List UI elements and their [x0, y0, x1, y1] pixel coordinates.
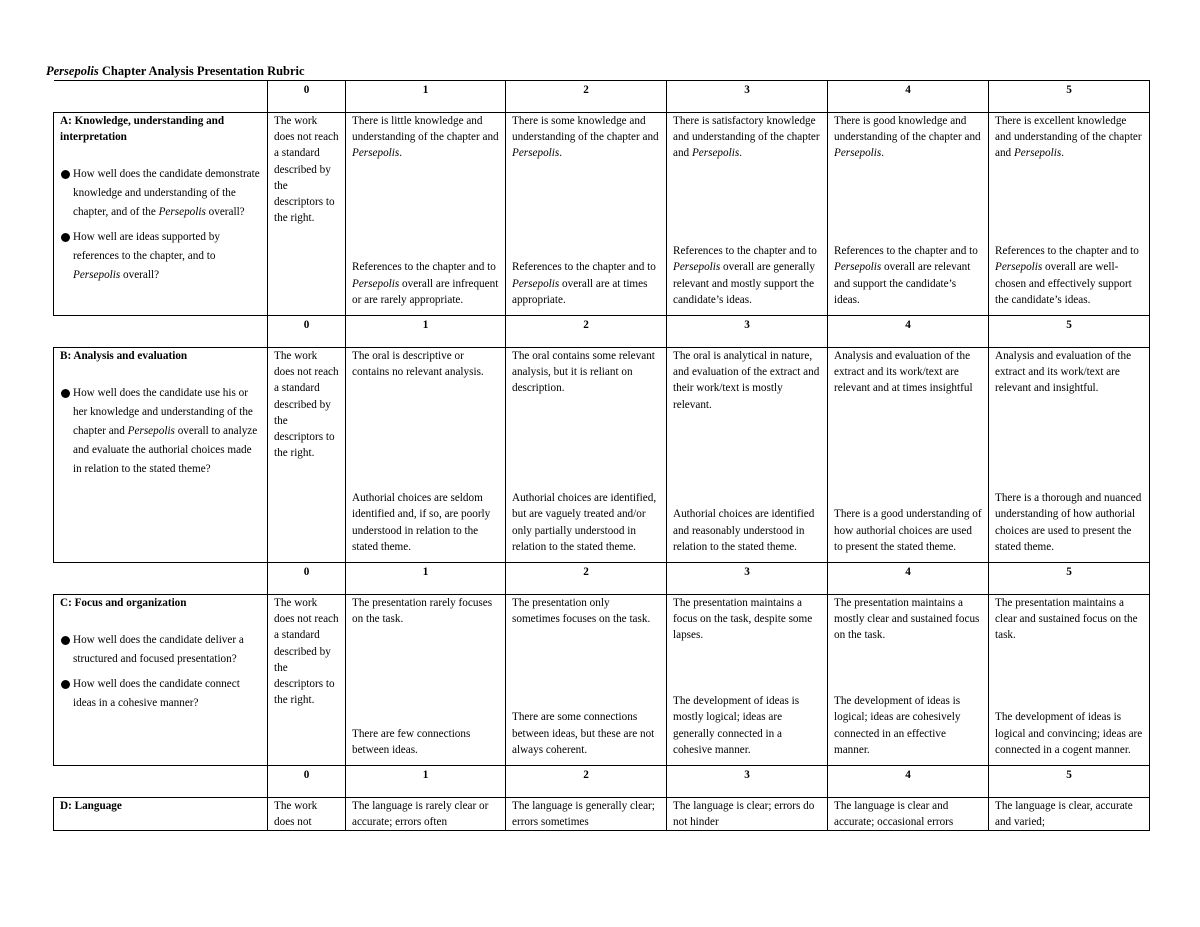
text-segment: There is satisfactory knowledge and understanding of the chapter and	[673, 115, 820, 160]
score-1-header: 1	[346, 81, 506, 113]
text-segment: .	[881, 147, 885, 160]
descriptor-top	[995, 348, 1143, 397]
score-5-descriptor	[989, 595, 1150, 766]
descriptor-top	[673, 595, 821, 644]
score-2-header: 2	[506, 766, 667, 798]
score-0-descriptor: The work does not	[268, 798, 346, 831]
criterion-title: D: Language	[60, 800, 122, 812]
header-blank-cell	[54, 81, 268, 113]
text-segment: References to the chapter and to	[352, 261, 496, 274]
score-0-descriptor: The work does not reach a standard described by the descriptors to the right.	[268, 595, 346, 766]
text-segment: Persepolis	[1013, 147, 1062, 160]
text-segment: Analysis and evaluation of the extract and its work/text are relevant and insightful.	[995, 350, 1132, 395]
descriptor-top	[352, 113, 499, 162]
header-blank-cell	[54, 766, 268, 798]
descriptor-bottom	[352, 726, 499, 758]
text-segment: Authorial choices are identified, but are vaguely treated and/or only partially understood in relation to the stated theme.	[512, 492, 657, 553]
text-segment: There are some connections between ideas, but these are not always coherent.	[512, 711, 655, 756]
text-segment: .	[739, 147, 742, 160]
text-segment: There is some knowledge and understanding of the chapter and	[512, 115, 659, 144]
score-0-descriptor: The work does not reach a standard described by the descriptors to the right.	[268, 113, 346, 316]
score-4-descriptor	[828, 113, 989, 316]
descriptor-bottom	[512, 490, 660, 555]
text-segment: There is little knowledge and understanding of the chapter and	[352, 115, 499, 144]
text-segment: The presentation rarely focuses on the task.	[352, 597, 493, 626]
descriptor-top	[673, 113, 821, 162]
descriptor-cell	[352, 348, 499, 555]
descriptor-cell	[995, 113, 1143, 308]
descriptor-cell	[512, 595, 660, 758]
score-1-descriptor	[346, 348, 506, 563]
score-0-header: 0	[268, 316, 346, 348]
criterion-question	[60, 384, 261, 479]
text-segment: Persepolis	[512, 147, 560, 160]
text-segment: There are few connections between ideas.	[352, 727, 471, 756]
text-segment: .	[1061, 147, 1064, 160]
text-segment: How well does the candidate deliver a structured and focused presentation?	[73, 634, 244, 666]
text-segment: There is a thorough and nuanced understanding of how authorial choices are used to present the stated theme.	[995, 492, 1142, 553]
criterion-row	[54, 798, 1150, 831]
descriptor-bottom	[673, 693, 821, 758]
descriptor-top	[834, 113, 982, 162]
descriptor-cell	[673, 595, 821, 758]
descriptor-bottom	[834, 506, 982, 555]
score-5-header: 5	[989, 316, 1150, 348]
descriptor-top	[512, 595, 660, 627]
score-5-descriptor: The language is clear, accurate and varied;	[989, 798, 1150, 831]
text-segment: The development of ideas is mostly logical; ideas are generally connected in a cohesive manner.	[673, 695, 800, 756]
text-segment: overall are relevant and support the candidate’s ideas.	[834, 261, 971, 306]
score-5-header: 5	[989, 563, 1150, 595]
score-5-header: 5	[989, 766, 1150, 798]
score-4-header: 4	[828, 766, 989, 798]
descriptor-cell	[673, 113, 821, 308]
score-5-descriptor	[989, 348, 1150, 563]
criterion-title: B: Analysis and evaluation	[60, 350, 188, 362]
text-segment: Persepolis	[158, 206, 206, 219]
text-segment: Persepolis	[834, 147, 882, 160]
descriptor-bottom	[995, 490, 1143, 555]
score-3-header: 3	[667, 81, 828, 113]
descriptor-bottom	[673, 243, 821, 308]
criterion-question	[60, 675, 261, 713]
text-segment: Persepolis	[995, 261, 1043, 274]
text-segment: References to the chapter and to	[834, 245, 978, 258]
text-segment: There is good knowledge and understanding of the chapter and	[834, 115, 981, 144]
text-segment: overall to analyze and evaluate the authorial choices made in relation to the stated theme?	[73, 425, 258, 476]
text-segment: overall are at times appropriate.	[512, 277, 648, 306]
score-4-descriptor	[828, 348, 989, 563]
descriptor-bottom	[995, 709, 1143, 758]
descriptor-top	[673, 348, 821, 413]
descriptor-cell	[352, 595, 499, 758]
text-segment: Persepolis	[834, 261, 882, 274]
text-segment: There is a good understanding of how authorial choices are used to present the stated theme.	[834, 508, 982, 553]
page-title	[46, 64, 305, 79]
text-segment: Persepolis	[73, 269, 121, 282]
descriptor-cell	[512, 348, 660, 555]
header-blank-cell	[54, 316, 268, 348]
score-1-descriptor: The language is rarely clear or accurate; errors often	[346, 798, 506, 831]
score-0-header: 0	[268, 81, 346, 113]
score-header-row	[54, 316, 1150, 348]
criterion-row	[54, 348, 1150, 563]
score-header-row	[54, 563, 1150, 595]
text-segment: How well does the candidate demonstrate knowledge and understanding of the chapter, and of the	[73, 168, 260, 219]
score-3-descriptor	[667, 113, 828, 316]
score-1-descriptor	[346, 113, 506, 316]
descriptor-cell	[995, 348, 1143, 555]
score-header-row	[54, 766, 1150, 798]
text-segment: Persepolis	[512, 277, 560, 290]
text-segment: The presentation maintains a mostly clear and sustained focus on the task.	[834, 597, 980, 642]
criterion-question	[60, 165, 261, 222]
text-segment: The development of ideas is logical and convincing; ideas are connected in a cogent manner.	[995, 711, 1143, 756]
score-4-header: 4	[828, 81, 989, 113]
descriptor-cell	[673, 348, 821, 555]
criterion-cell	[54, 113, 268, 316]
text-segment: How well does the candidate use his or her knowledge and understanding of the chapter and	[73, 387, 253, 438]
header-blank-cell	[54, 563, 268, 595]
descriptor-bottom	[995, 243, 1143, 308]
text-segment: How well does the candidate connect ideas in a cohesive manner?	[73, 678, 240, 710]
score-4-header: 4	[828, 316, 989, 348]
text-segment: The development of ideas is logical; ideas are cohesively connected in an effective manner.	[834, 695, 961, 756]
text-segment: overall are well-chosen and effectively support the candidate’s ideas.	[995, 261, 1132, 306]
descriptor-bottom	[673, 506, 821, 555]
title-italic: Persepolis	[46, 64, 99, 78]
text-segment: The presentation maintains a focus on the task, despite some lapses.	[673, 597, 813, 642]
score-3-header: 3	[667, 316, 828, 348]
score-4-descriptor	[828, 595, 989, 766]
text-segment: References to the chapter and to	[995, 245, 1139, 258]
descriptor-bottom	[834, 243, 982, 308]
text-segment: Analysis and evaluation of the extract and its work/text are relevant and at times insightful	[834, 350, 973, 395]
descriptor-bottom	[352, 259, 499, 308]
text-segment: Persepolis	[352, 277, 400, 290]
descriptor-bottom	[352, 490, 499, 555]
descriptor-cell	[834, 348, 982, 555]
score-2-header: 2	[506, 81, 667, 113]
descriptor-cell	[834, 113, 982, 308]
descriptor-top	[995, 113, 1143, 162]
score-4-descriptor: The language is clear and accurate; occasional errors	[828, 798, 989, 831]
text-segment: .	[559, 147, 563, 160]
text-segment: How well are ideas supported by references to the chapter, and to	[73, 231, 220, 263]
title-rest: Chapter Analysis Presentation Rubric	[98, 64, 305, 78]
score-1-descriptor	[346, 595, 506, 766]
criterion-cell	[54, 595, 268, 766]
text-segment: Authorial choices are identified and reasonably understood in relation to the stated theme.	[673, 508, 815, 553]
text-segment: .	[399, 147, 403, 160]
criterion-title: A: Knowledge, understanding and interpretation	[60, 115, 225, 144]
descriptor-top	[995, 595, 1143, 644]
text-segment: Persepolis	[691, 147, 740, 160]
text-segment: The presentation only sometimes focuses on the task.	[512, 597, 651, 626]
score-2-descriptor	[506, 348, 667, 563]
text-segment: The oral is analytical in nature, and evaluation of the extract and their work/text is mostly relevant.	[673, 350, 820, 411]
score-5-header: 5	[989, 81, 1150, 113]
criterion-row	[54, 595, 1150, 766]
descriptor-top	[512, 113, 660, 162]
descriptor-cell	[512, 113, 660, 308]
text-segment: Persepolis	[352, 147, 400, 160]
score-3-descriptor: The language is clear; errors do not hinder	[667, 798, 828, 831]
score-3-header: 3	[667, 563, 828, 595]
descriptor-top	[834, 348, 982, 397]
criterion-question	[60, 631, 261, 669]
descriptor-top	[834, 595, 982, 644]
criterion-question	[60, 228, 261, 285]
text-segment: overall?	[120, 269, 160, 282]
score-3-descriptor	[667, 348, 828, 563]
score-header-row	[54, 81, 1150, 113]
rubric-table	[53, 80, 1150, 831]
score-2-descriptor	[506, 113, 667, 316]
text-segment: References to the chapter and to	[673, 245, 817, 258]
descriptor-top	[352, 595, 499, 627]
score-0-descriptor: The work does not reach a standard described by the descriptors to the right.	[268, 348, 346, 563]
descriptor-cell	[995, 595, 1143, 758]
score-1-header: 1	[346, 766, 506, 798]
text-segment: overall are infrequent or are rarely appropriate.	[352, 277, 499, 306]
score-2-header: 2	[506, 316, 667, 348]
score-2-header: 2	[506, 563, 667, 595]
descriptor-bottom	[512, 709, 660, 758]
score-0-header: 0	[268, 563, 346, 595]
descriptor-cell	[834, 595, 982, 758]
text-segment: Authorial choices are seldom identified and, if so, are poorly understood in relation to the stated theme.	[352, 492, 491, 553]
text-segment: Persepolis	[127, 425, 175, 438]
score-3-descriptor	[667, 595, 828, 766]
score-4-header: 4	[828, 563, 989, 595]
descriptor-bottom	[512, 259, 660, 308]
descriptor-cell	[352, 113, 499, 308]
text-segment: There is excellent knowledge and understanding of the chapter and	[995, 115, 1142, 160]
criterion-title: C: Focus and organization	[60, 597, 187, 609]
descriptor-top	[512, 348, 660, 397]
criterion-row	[54, 113, 1150, 316]
text-segment: The oral is descriptive or contains no relevant analysis.	[352, 350, 484, 379]
score-5-descriptor	[989, 113, 1150, 316]
text-segment: overall are generally relevant and mostly support the candidate’s ideas.	[673, 261, 815, 306]
text-segment: overall?	[205, 206, 245, 219]
score-2-descriptor: The language is generally clear; errors sometimes	[506, 798, 667, 831]
criterion-cell	[54, 348, 268, 563]
text-segment: The oral contains some relevant analysis, but it is reliant on description.	[512, 350, 655, 395]
descriptor-top	[352, 348, 499, 380]
text-segment: Persepolis	[673, 261, 721, 274]
criterion-cell	[54, 798, 268, 831]
score-2-descriptor	[506, 595, 667, 766]
score-0-header: 0	[268, 766, 346, 798]
text-segment: The presentation maintains a clear and sustained focus on the task.	[995, 597, 1138, 642]
descriptor-bottom	[834, 693, 982, 758]
score-3-header: 3	[667, 766, 828, 798]
score-1-header: 1	[346, 563, 506, 595]
score-1-header: 1	[346, 316, 506, 348]
text-segment: References to the chapter and to	[512, 261, 656, 274]
